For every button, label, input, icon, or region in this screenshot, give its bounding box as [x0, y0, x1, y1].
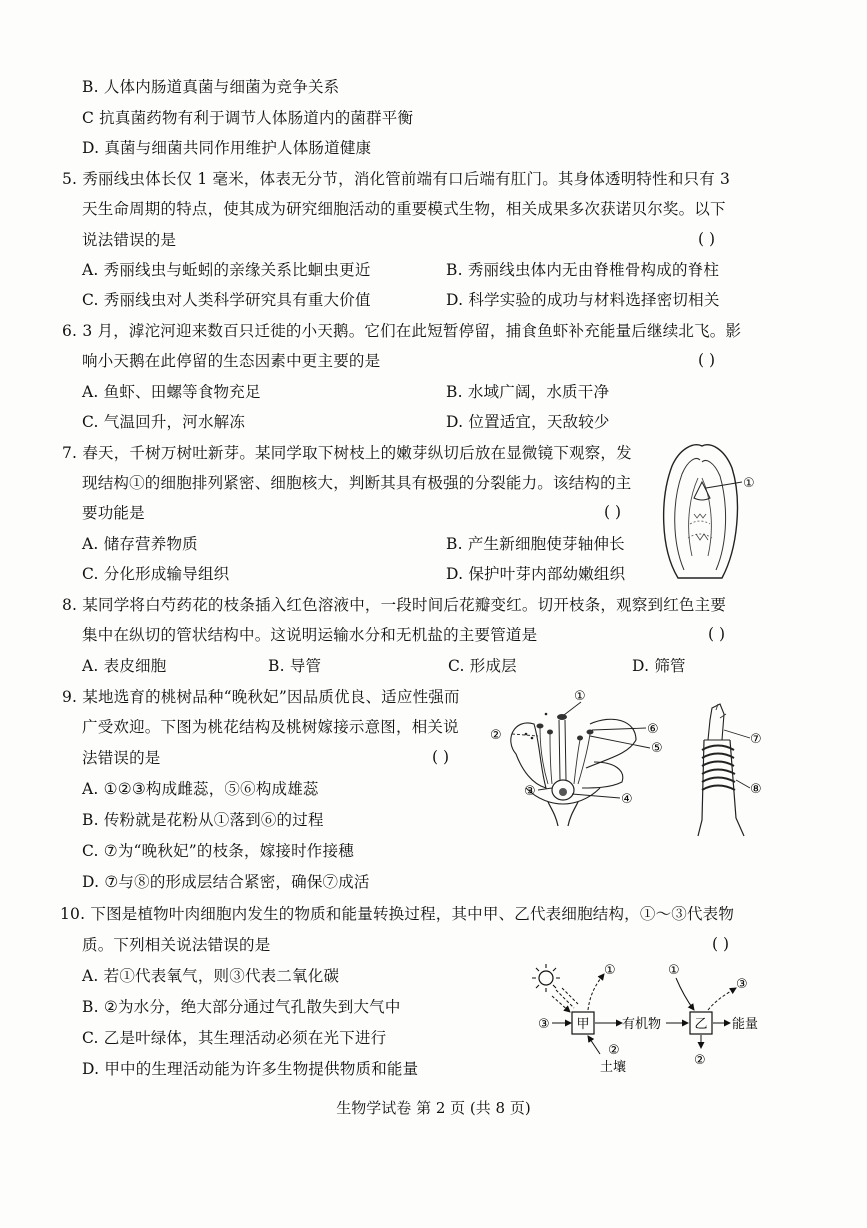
flower-label-2: ② [490, 728, 502, 743]
bud-section-figure [650, 438, 770, 592]
q8-option-b: B. 导管 [268, 657, 322, 675]
q10-stem-line1: 10. 下图是植物叶肉细胞内发生的物质和能量转换过程，其中甲、乙代表细胞结构，①～③代表物 [60, 905, 735, 923]
q5-option-a: A. 秀丽线虫与蚯蚓的亲缘关系比蛔虫更近 [82, 261, 371, 279]
label-energy: 能量 [732, 1017, 759, 1032]
cell-conversion-diagram [530, 958, 790, 1082]
q8-answer-paren: ( ) [708, 625, 726, 643]
q6-option-c: C. 气温回升，河水解冻 [82, 413, 246, 431]
q8-stem-line1: 8. 某同学将白芍药花的枝条插入红色溶液中，一段时间后花瓣变红。切开枝条，观察到红色主要 [62, 596, 727, 614]
label-3-right: ③ [736, 977, 748, 992]
q6-stem-line2: 响小天鹅在此停留的生态因素中更主要的是 [82, 352, 381, 370]
q9-stem-line2: 广受欢迎。下图为桃花结构及桃树嫁接示意图，相关说 [82, 718, 459, 736]
sun-icon [532, 964, 560, 992]
q9-stem-line1: 9. 某地选育的桃树品种“晚秋妃”因品质优良、适应性强而 [62, 688, 460, 706]
q10-option-b: B. ②为水分，绝大部分通过气孔散失到大气中 [82, 998, 401, 1016]
label-1-top-right: ① [668, 963, 680, 978]
flower-label-1: ① [574, 689, 586, 704]
q7-answer-paren: ( ) [604, 503, 622, 521]
q10-option-d: D. 甲中的生理活动能为许多生物提供物质和能量 [82, 1060, 419, 1078]
q6-stem-line1: 6. 3 月，滹沱河迎来数百只迁徙的小天鹅。它们在此短暂停留，捕食鱼虾补充能量后继续北飞。影 [62, 322, 742, 340]
label-3-left: ③ [538, 1017, 550, 1032]
q5-stem-line2: 天生命周期的特点，使其成为研究细胞活动的重要模式生物，相关成果多次获诺贝尔奖。以下 [82, 200, 726, 218]
q5-option-c: C. 秀丽线虫对人类科学研究具有重大价值 [82, 291, 371, 309]
q9-option-b: B. 传粉就是花粉从①落到⑥的过程 [82, 811, 324, 829]
label-yi: 乙 [694, 1017, 708, 1032]
q9-answer-paren: ( ) [432, 748, 450, 766]
q10-option-a: A. 若①代表氧气，则③代表二氧化碳 [82, 967, 340, 985]
q9-option-a: A. ①②③构成雌蕊，⑤⑥构成雄蕊 [82, 780, 319, 798]
peach-flower-figure [486, 684, 686, 838]
q8-option-d: D. 筛管 [632, 657, 686, 675]
label-2-bottom-left: ② [608, 1043, 620, 1058]
q7-stem-line1: 7. 春天，千树万树吐新芽。某同学取下树枝上的嫩芽纵切后放在显微镜下观察，发 [62, 444, 632, 462]
label-jia: 甲 [576, 1017, 590, 1032]
flower-label-6: ⑥ [647, 722, 659, 737]
q10-stem-line2: 质。下列相关说法错误的是 [82, 936, 271, 954]
q9-stem-line3: 法错误的是 [82, 749, 161, 767]
q8-stem-line2: 集中在纵切的管状结构中。这说明运输水分和无机盐的主要管道是 [82, 626, 538, 644]
grafting-figure [690, 700, 780, 844]
q10-option-c: C. 乙是叶绿体，其生理活动必须在光下进行 [82, 1029, 387, 1047]
q7-stem-line3: 要功能是 [82, 504, 145, 522]
q5-stem-line3: 说法错误的是 [82, 231, 177, 249]
label-2-bottom-right: ② [694, 1053, 706, 1068]
graft-label-7: ⑦ [750, 732, 762, 747]
q7-stem-line2: 现结构①的细胞排列紧密、细胞核大，判断其具有极强的分裂能力。该结构的主 [82, 474, 632, 492]
q7-option-a: A. 储存营养物质 [82, 535, 198, 553]
label-soil: 土壤 [600, 1060, 627, 1075]
q4-option-c: C 抗真菌药物有利于调节人体肠道内的菌群平衡 [82, 109, 414, 127]
q7-option-d: D. 保护叶芽内部幼嫩组织 [446, 565, 626, 583]
q7-option-c: C. 分化形成输导组织 [82, 565, 230, 583]
q4-option-d: D. 真菌与细菌共同作用维护人体肠道健康 [82, 139, 372, 157]
q9-option-c: C. ⑦为“晚秋妃”的枝条，嫁接时作接穗 [82, 842, 354, 860]
q6-option-b: B. 水域广阔，水质干净 [446, 383, 610, 401]
graft-label-8: ⑧ [750, 782, 762, 797]
flower-label-4: ④ [621, 792, 633, 807]
page-footer: 生物学试卷 第 2 页 (共 8 页) [336, 1099, 531, 1117]
q5-option-d: D. 科学实验的成功与材料选择密切相关 [446, 291, 720, 309]
q4-option-b: B. 人体内肠道真菌与细菌为竞争关系 [82, 78, 340, 96]
q9-option-d: D. ⑦与⑧的形成层结合紧密，确保⑦成活 [82, 873, 370, 891]
q6-answer-paren: ( ) [698, 351, 716, 369]
q8-option-c: C. 形成层 [448, 657, 517, 675]
flower-label-3: ③ [524, 784, 536, 799]
label-1-top-left: ① [604, 963, 616, 978]
q7-option-b: B. 产生新细胞使芽轴伸长 [446, 535, 625, 553]
q5-option-b: B. 秀丽线虫体内无由脊椎骨构成的脊柱 [446, 261, 720, 279]
q8-option-a: A. 表皮细胞 [82, 657, 167, 675]
q5-stem-line1: 5. 秀丽线虫体长仅 1 毫米，体表无分节，消化管前端有口后端有肛门。其身体透明特性和只有 3 [62, 170, 731, 188]
q5-answer-paren: ( ) [698, 230, 716, 248]
q10-answer-paren: ( ) [712, 935, 730, 953]
bud-label-1: ① [743, 476, 755, 491]
label-organic: 有机物 [622, 1017, 662, 1032]
q6-option-a: A. 鱼虾、田螺等食物充足 [82, 383, 261, 401]
q6-option-d: D. 位置适宜，天敌较少 [446, 413, 610, 431]
flower-label-5: ⑤ [651, 741, 663, 756]
